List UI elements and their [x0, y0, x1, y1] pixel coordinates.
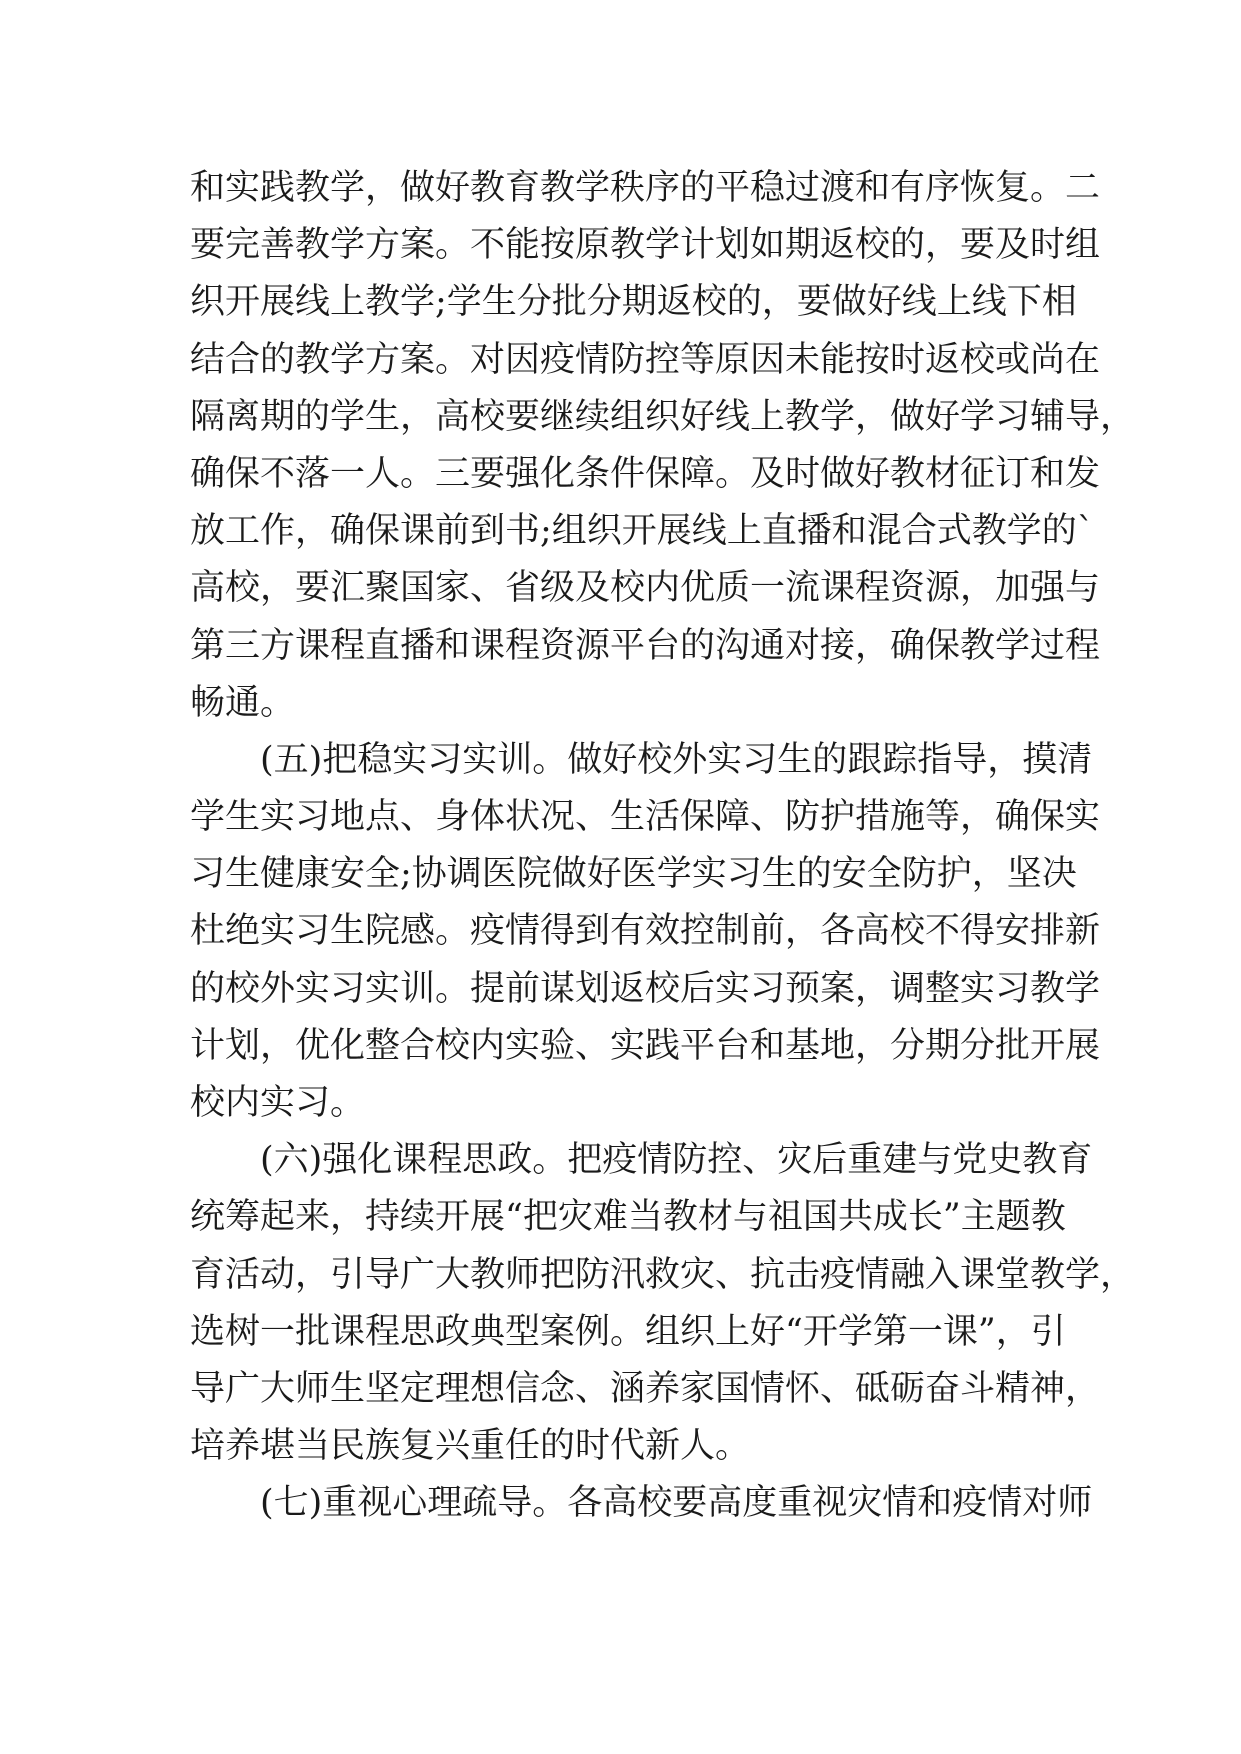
body-line: 和实践教学，做好教育教学秩序的平稳过渡和有序恢复。二: [190, 168, 1101, 208]
body-line: 学生实习地点、身体状况、生活保障、防护措施等，确保实: [190, 797, 1101, 838]
paragraph-end-line: 畅通。: [190, 682, 296, 723]
body-line: 的校外实习实训。提前谋划返校后实习预案，调整实习教学: [190, 968, 1101, 1009]
body-line: 确保不落一人。三要强化条件保障。及时做好教材征订和发: [190, 453, 1101, 494]
body-line: 导广大师生坚定理想信念、涵养家国情怀、砥砺奋斗精神，: [190, 1368, 1101, 1409]
body-line: 放工作，确保课前到书;组织开展线上直播和混合式教学的`: [190, 511, 1095, 552]
body-line: 统筹起来，持续开展“把灾难当教材与祖国共成长”主题教: [190, 1197, 1066, 1238]
body-line: 要完善教学方案。不能按原教学计划如期返校的，要及时组: [190, 225, 1101, 266]
section-heading-line: (六)强化课程思政。把疫情防控、灾后重建与党史教育: [260, 1140, 1093, 1181]
body-line: 计划，优化整合校内实验、实践平台和基地，分期分批开展: [190, 1025, 1101, 1066]
body-line: 育活动，引导广大教师把防汛救灾、抗击疫情融入课堂教学，: [190, 1254, 1136, 1295]
body-line: 习生健康安全;协调医院做好医学实习生的安全防护，坚决: [190, 854, 1077, 895]
document-body: [190, 160, 1136, 1533]
body-line: 织开展线上教学;学生分批分期返校的，要做好线上线下相: [190, 282, 1077, 323]
body-line: 第三方课程直播和课程资源平台的沟通对接，确保教学过程: [190, 625, 1101, 666]
body-line: 选树一批课程思政典型案例。组织上好“开学第一课”，引: [190, 1311, 1066, 1352]
section-heading-line: (七)重视心理疏导。各高校要高度重视灾情和疫情对师: [260, 1483, 1093, 1524]
body-line: 结合的教学方案。对因疫情防控等原因未能按时返校或尚在: [190, 339, 1101, 380]
paragraph-end-line: 培养堪当民族复兴重任的时代新人。: [190, 1426, 751, 1467]
section-heading-line: (五)把稳实习实训。做好校外实习生的跟踪指导，摸清: [260, 739, 1093, 780]
paragraph-end-line: 校内实习。: [190, 1083, 366, 1123]
body-line: 杜绝实习生院感。疫情得到有效控制前，各高校不得安排新: [190, 911, 1101, 952]
body-line: 高校，要汇聚国家、省级及校内优质一流课程资源，加强与: [190, 568, 1101, 609]
body-line: 隔离期的学生，高校要继续组织好线上教学，做好学习辅导，: [190, 396, 1136, 437]
